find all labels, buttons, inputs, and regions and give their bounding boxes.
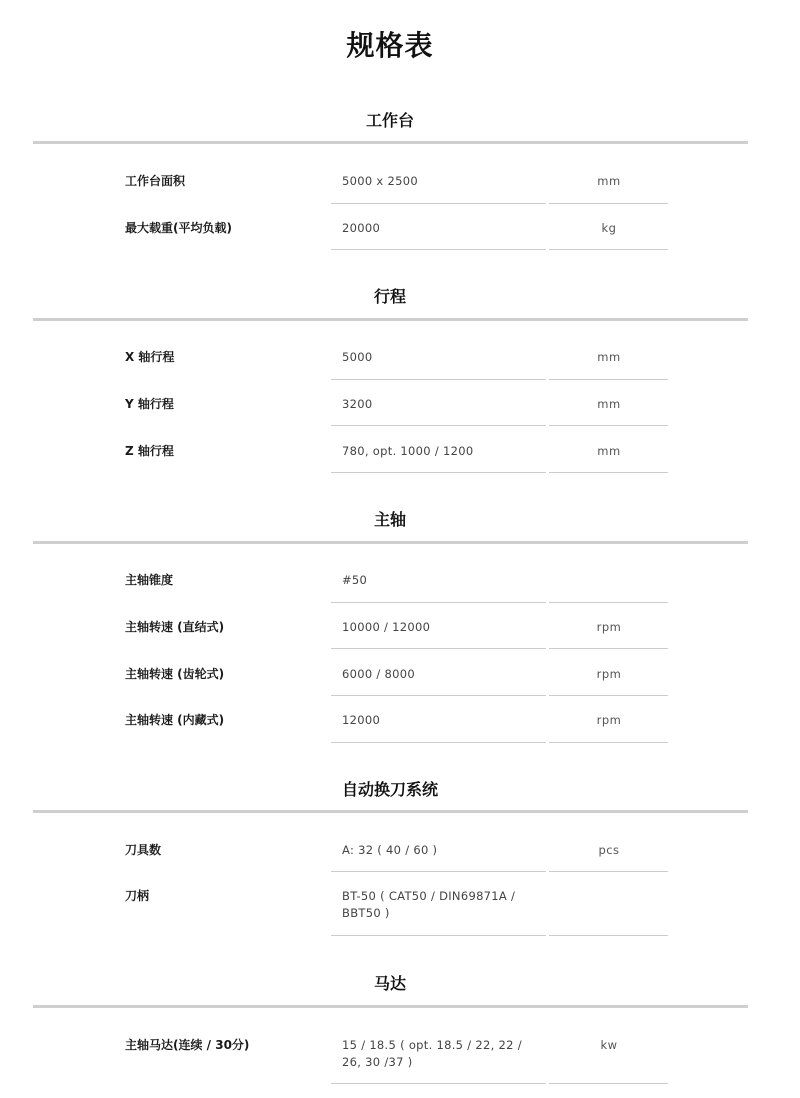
section-divider bbox=[33, 1005, 748, 1008]
spec-value: 5000 x 2500 bbox=[342, 174, 418, 188]
section-motor bbox=[0, 973, 800, 995]
spec-value: 780, opt. 1000 / 1200 bbox=[342, 444, 474, 458]
spec-label: Z 轴行程 bbox=[125, 444, 174, 458]
spec-label: 主轴转速 (齿轮式) bbox=[125, 667, 225, 681]
row-divider bbox=[549, 472, 668, 473]
row-divider bbox=[331, 871, 546, 872]
spec-value: 10000 / 12000 bbox=[342, 620, 431, 634]
spec-value: A: 32 ( 40 / 60 ) bbox=[342, 843, 438, 857]
spec-value: 6000 / 8000 bbox=[342, 667, 416, 681]
spec-unit: rpm bbox=[596, 667, 622, 681]
row-divider bbox=[331, 695, 546, 696]
row-divider bbox=[549, 602, 668, 603]
spec-label: 刀柄 bbox=[125, 889, 150, 903]
row-divider bbox=[549, 203, 668, 204]
spec-label: 主轴马达(连续 / 30分) bbox=[125, 1038, 250, 1052]
spec-unit: rpm bbox=[596, 620, 622, 634]
section-title: 自动换刀系统 bbox=[341, 780, 438, 799]
spec-unit: mm bbox=[597, 350, 621, 364]
section-divider bbox=[33, 810, 748, 813]
row-divider bbox=[549, 425, 668, 426]
spec-unit: kg bbox=[601, 221, 617, 235]
spec-label: 主轴转速 (内藏式) bbox=[125, 713, 225, 727]
row-divider bbox=[331, 1083, 546, 1084]
spec-label: 主轴锥度 bbox=[125, 573, 174, 587]
spec-value: 3200 bbox=[342, 397, 373, 411]
row-divider bbox=[549, 871, 668, 872]
spec-value: 12000 bbox=[342, 713, 381, 727]
row-divider bbox=[331, 648, 546, 649]
spec-label: 工作台面积 bbox=[125, 174, 186, 188]
spec-value: 15 / 18.5 ( opt. 18.5 / 22, 22 / 26, 30 /37 ) bbox=[342, 1038, 522, 1069]
spec-label: 主轴转速 (直结式) bbox=[125, 620, 225, 634]
section-title: 马达 bbox=[373, 974, 406, 993]
section-spindle bbox=[0, 509, 800, 531]
spec-unit: mm bbox=[597, 174, 621, 188]
row-divider bbox=[331, 249, 546, 250]
row-divider bbox=[549, 1083, 668, 1084]
section-title: 工作台 bbox=[365, 111, 414, 130]
row-divider bbox=[549, 742, 668, 743]
page-title: 规格表 bbox=[346, 29, 434, 62]
spec-value: BT-50 ( CAT50 / DIN69871A / BBT50 ) bbox=[342, 889, 516, 920]
row-divider bbox=[549, 695, 668, 696]
spec-unit: mm bbox=[597, 397, 621, 411]
section-divider bbox=[33, 318, 748, 321]
row-divider bbox=[331, 742, 546, 743]
row-divider bbox=[331, 935, 546, 936]
section-title: 主轴 bbox=[373, 510, 406, 529]
row-divider bbox=[331, 602, 546, 603]
section-worktable bbox=[0, 110, 800, 132]
spec-unit: mm bbox=[597, 444, 621, 458]
row-divider bbox=[549, 935, 668, 936]
spec-value: #50 bbox=[342, 573, 368, 587]
spec-unit: kw bbox=[600, 1038, 618, 1052]
spec-label: 刀具数 bbox=[125, 843, 162, 857]
row-divider bbox=[331, 472, 546, 473]
spec-label: X 轴行程 bbox=[125, 350, 175, 364]
section-divider bbox=[33, 141, 748, 144]
spec-value: 5000 bbox=[342, 350, 373, 364]
row-divider bbox=[549, 648, 668, 649]
row-divider bbox=[331, 379, 546, 380]
section-atc bbox=[0, 779, 800, 801]
row-divider bbox=[549, 249, 668, 250]
spec-unit: pcs bbox=[598, 843, 620, 857]
spec-label: Y 轴行程 bbox=[125, 397, 174, 411]
spec-label: 最大载重(平均负载) bbox=[125, 221, 232, 235]
section-title: 行程 bbox=[373, 287, 406, 306]
section-travel bbox=[0, 286, 800, 308]
row-divider bbox=[331, 425, 546, 426]
row-divider bbox=[549, 379, 668, 380]
spec-unit: rpm bbox=[596, 713, 622, 727]
section-divider bbox=[33, 541, 748, 544]
row-divider bbox=[331, 203, 546, 204]
spec-value: 20000 bbox=[342, 221, 381, 235]
